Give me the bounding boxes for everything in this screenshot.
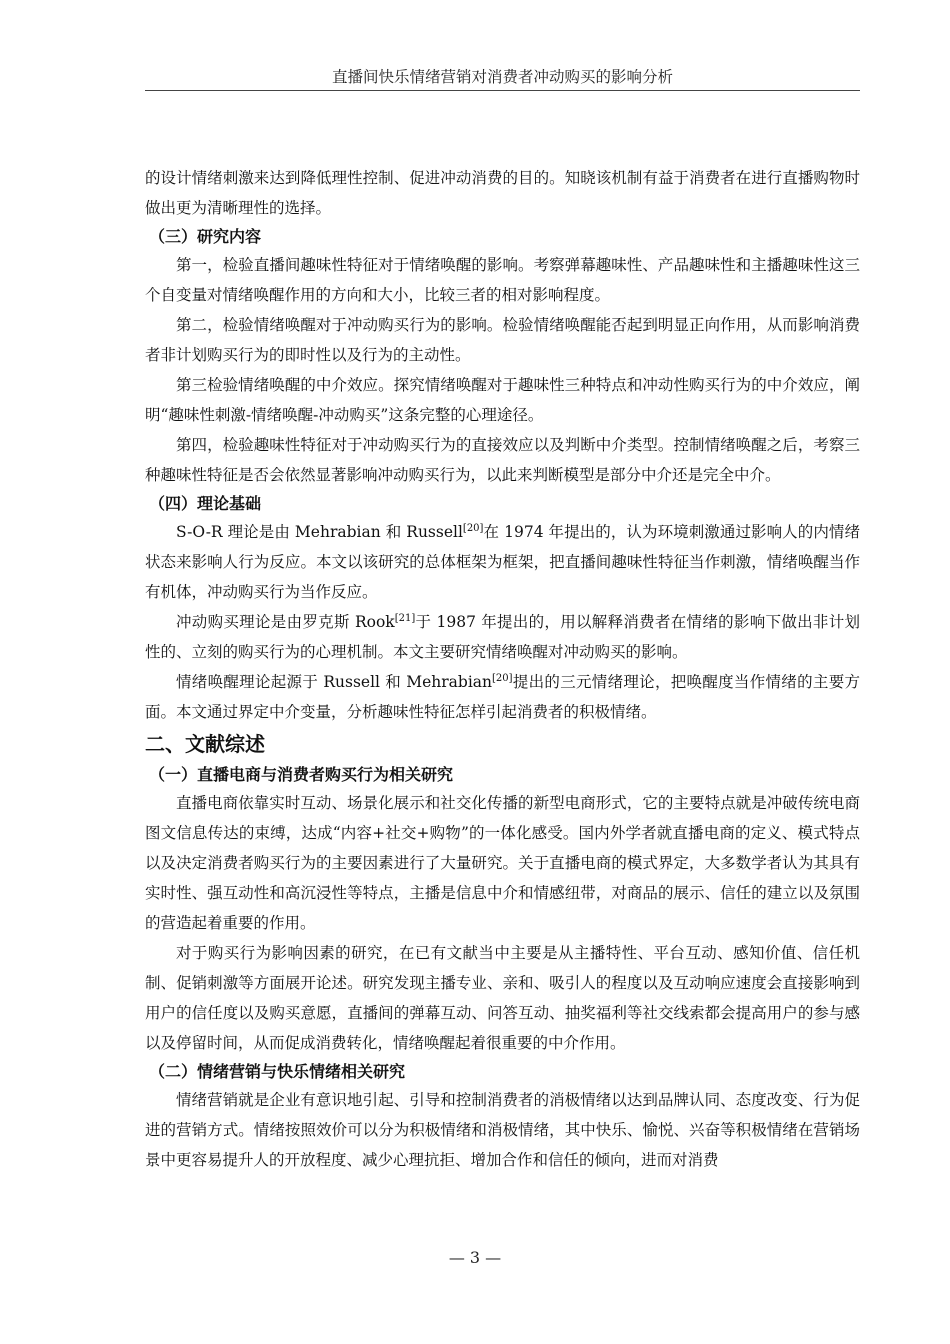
running-header: 直播间快乐情绪营销对消费者冲动购买的影响分析 xyxy=(145,64,860,91)
section-heading-research-content: （三）研究内容 xyxy=(149,227,262,246)
paragraph: 情绪营销就是企业有意识地引起、引导和控制消费者的消极情绪以达到品牌认同、态度改变、行为促进的营销方式。情绪按照效价可以分为积极情绪和消极情绪，其中快乐、愉悦、兴奋等积极情绪在营销场景中更容易提升人的开放程度、减少心理抗拒、增加合作和信任的倾向，进而对消费 xyxy=(145,1091,860,1169)
text-span: 在 1974 年提出的，认为环境刺激通过影响人的内情绪状态来影响人行为反应。本文以该研究的总体框架为框架，把直播间趣味性特征当作刺激，情绪唤醒当作有机体，冲动购买行为当作反应。 xyxy=(145,523,860,601)
text-span: S-O-R 理论是由 Mehrabian 和 Russell xyxy=(176,523,463,541)
paragraph: 第二，检验情绪唤醒对于冲动购买行为的影响。检验情绪唤醒能否起到明显正向作用，从而影响消费者非计划购买行为的即时性以及行为的主动性。 xyxy=(145,316,860,364)
chapter-title: 二、文献综述 xyxy=(145,732,265,756)
section-heading-live-commerce: （一）直播电商与消费者购买行为相关研究 xyxy=(149,765,454,784)
text-span: 于 1987 年提出的，用以解释消费者在情绪的影响下做出非计划性的、立刻的购买行为的心理机制。本文主要研究情绪唤醒对冲动购买的影响。 xyxy=(145,613,860,661)
section-heading-emotion-marketing: （二）情绪营销与快乐情绪相关研究 xyxy=(149,1062,406,1081)
continued-paragraph: 的设计情绪刺激来达到降低理性控制、促进冲动消费的目的。知晓该机制有益于消费者在进行直播购物时做出更为清晰理性的选择。 xyxy=(145,169,860,217)
paragraph: 第四，检验趣味性特征对于冲动购买行为的直接效应以及判断中介类型。控制情绪唤醒之后，考察三种趣味性特征是否会依然显著影响冲动购买行为，以此来判断模型是部分中介还是完全中介。 xyxy=(145,436,860,484)
paragraph-impulse-theory xyxy=(145,607,860,667)
paragraph: 对于购买行为影响因素的研究，在已有文献当中主要是从主播特性、平台互动、感知价值、信任机制、促销刺激等方面展开论述。研究发现主播专业、亲和、吸引人的程度以及互动响应速度会直接影响到用户的信任度以及购买意愿，直播间的弹幕互动、问答互动、抽奖福利等社交线索都会提高用户的参与感以及停留时间，从而促成消费转化，情绪唤醒起着很重要的中介作用。 xyxy=(145,944,860,1052)
body-text xyxy=(145,163,860,1175)
paragraph-arousal-theory xyxy=(145,667,860,727)
paragraph: 直播电商依靠实时互动、场景化展示和社交化传播的新型电商形式，它的主要特点就是冲破传统电商图文信息传达的束缚，达成“内容+社交+购物”的一体化感受。国内外学者就直播电商的定义、模式特点以及决定消费者购买行为的主要因素进行了大量研究。关于直播电商的模式界定，大多数学者认为其具有实时性、强互动性和高沉浸性等特点，主播是信息中介和情感纽带，对商品的展示、信任的建立以及氛围的营造起着重要的作用。 xyxy=(145,794,860,932)
citation-ref: [20] xyxy=(462,522,484,534)
text-span: 情绪唤醒理论起源于 Russell 和 Mehrabian xyxy=(176,673,493,691)
text-span: 冲动购买理论是由罗克斯 Rook xyxy=(176,613,395,631)
paragraph: 第三检验情绪唤醒的中介效应。探究情绪唤醒对于趣味性三种特点和冲动性购买行为的中介效应，阐明“趣味性刺激-情绪唤醒-冲动购买”这条完整的心理途径。 xyxy=(145,376,860,424)
paragraph: 第一，检验直播间趣味性特征对于情绪唤醒的影响。考察弹幕趣味性、产品趣味性和主播趣味性这三个自变量对情绪唤醒作用的方向和大小，比较三者的相对影响程度。 xyxy=(145,256,860,304)
text-span: 提出的三元情绪理论，把唤醒度当作情绪的主要方面。本文通过界定中介变量，分析趣味性特征怎样引起消费者的积极情绪。 xyxy=(145,673,860,721)
citation-ref: [20] xyxy=(492,672,513,684)
section-heading-theory: （四）理论基础 xyxy=(149,494,262,513)
page-number: — 3 — xyxy=(448,1248,502,1267)
paragraph-sor-theory xyxy=(145,517,860,607)
citation-ref: [21] xyxy=(394,612,416,624)
